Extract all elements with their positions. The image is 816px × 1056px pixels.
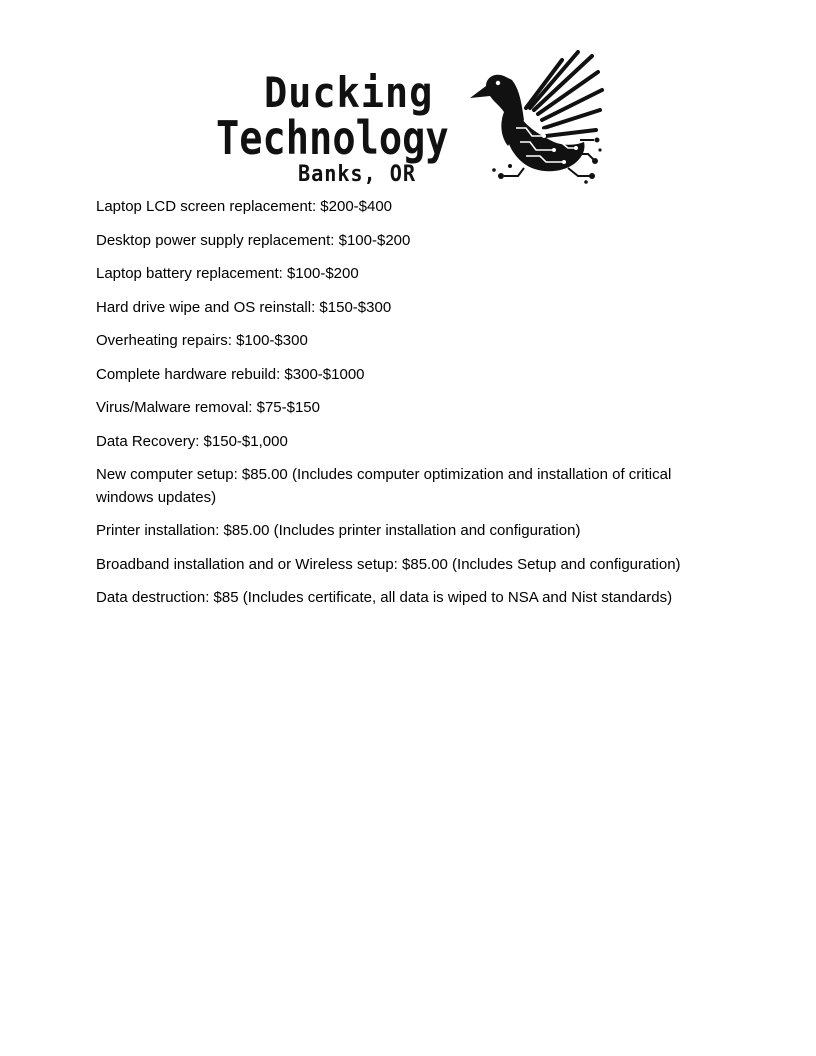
circuit-duck-icon bbox=[464, 50, 604, 184]
service-item: Broadband installation and or Wireless setup: $85.00 (Includes Setup and configuration) bbox=[96, 555, 681, 573]
service-item: Data Recovery: $150-$1,000 bbox=[96, 432, 288, 450]
service-item: Hard drive wipe and OS reinstall: $150-$300 bbox=[96, 298, 392, 316]
service-item: Laptop battery replacement: $100-$200 bbox=[96, 265, 359, 282]
company-logo bbox=[214, 50, 604, 190]
service-item: Overheating repairs: $100-$300 bbox=[96, 332, 308, 349]
logo-location: Banks, OR bbox=[298, 162, 416, 187]
service-item: Desktop power supply replacement: $100-$200 bbox=[96, 231, 411, 249]
service-item: Laptop LCD screen replacement: $200-$400 bbox=[96, 198, 393, 215]
service-item: Complete hardware rebuild: $300-$1000 bbox=[96, 365, 365, 383]
service-price-list bbox=[96, 196, 696, 621]
service-item: Virus/Malware removal: $75-$150 bbox=[96, 399, 320, 416]
service-item: Data destruction: $85 (Includes certificate, all data is wiped to NSA and Nist standards) bbox=[96, 589, 673, 606]
service-item: New computer setup: $85.00 (Includes computer optimization and installation of critical windows updates) bbox=[96, 466, 672, 506]
service-item: Printer installation: $85.00 (Includes printer installation and configuration) bbox=[96, 522, 581, 539]
logo-title-technology: Technology bbox=[216, 111, 449, 165]
logo-title-ducking: Ducking bbox=[264, 68, 434, 117]
